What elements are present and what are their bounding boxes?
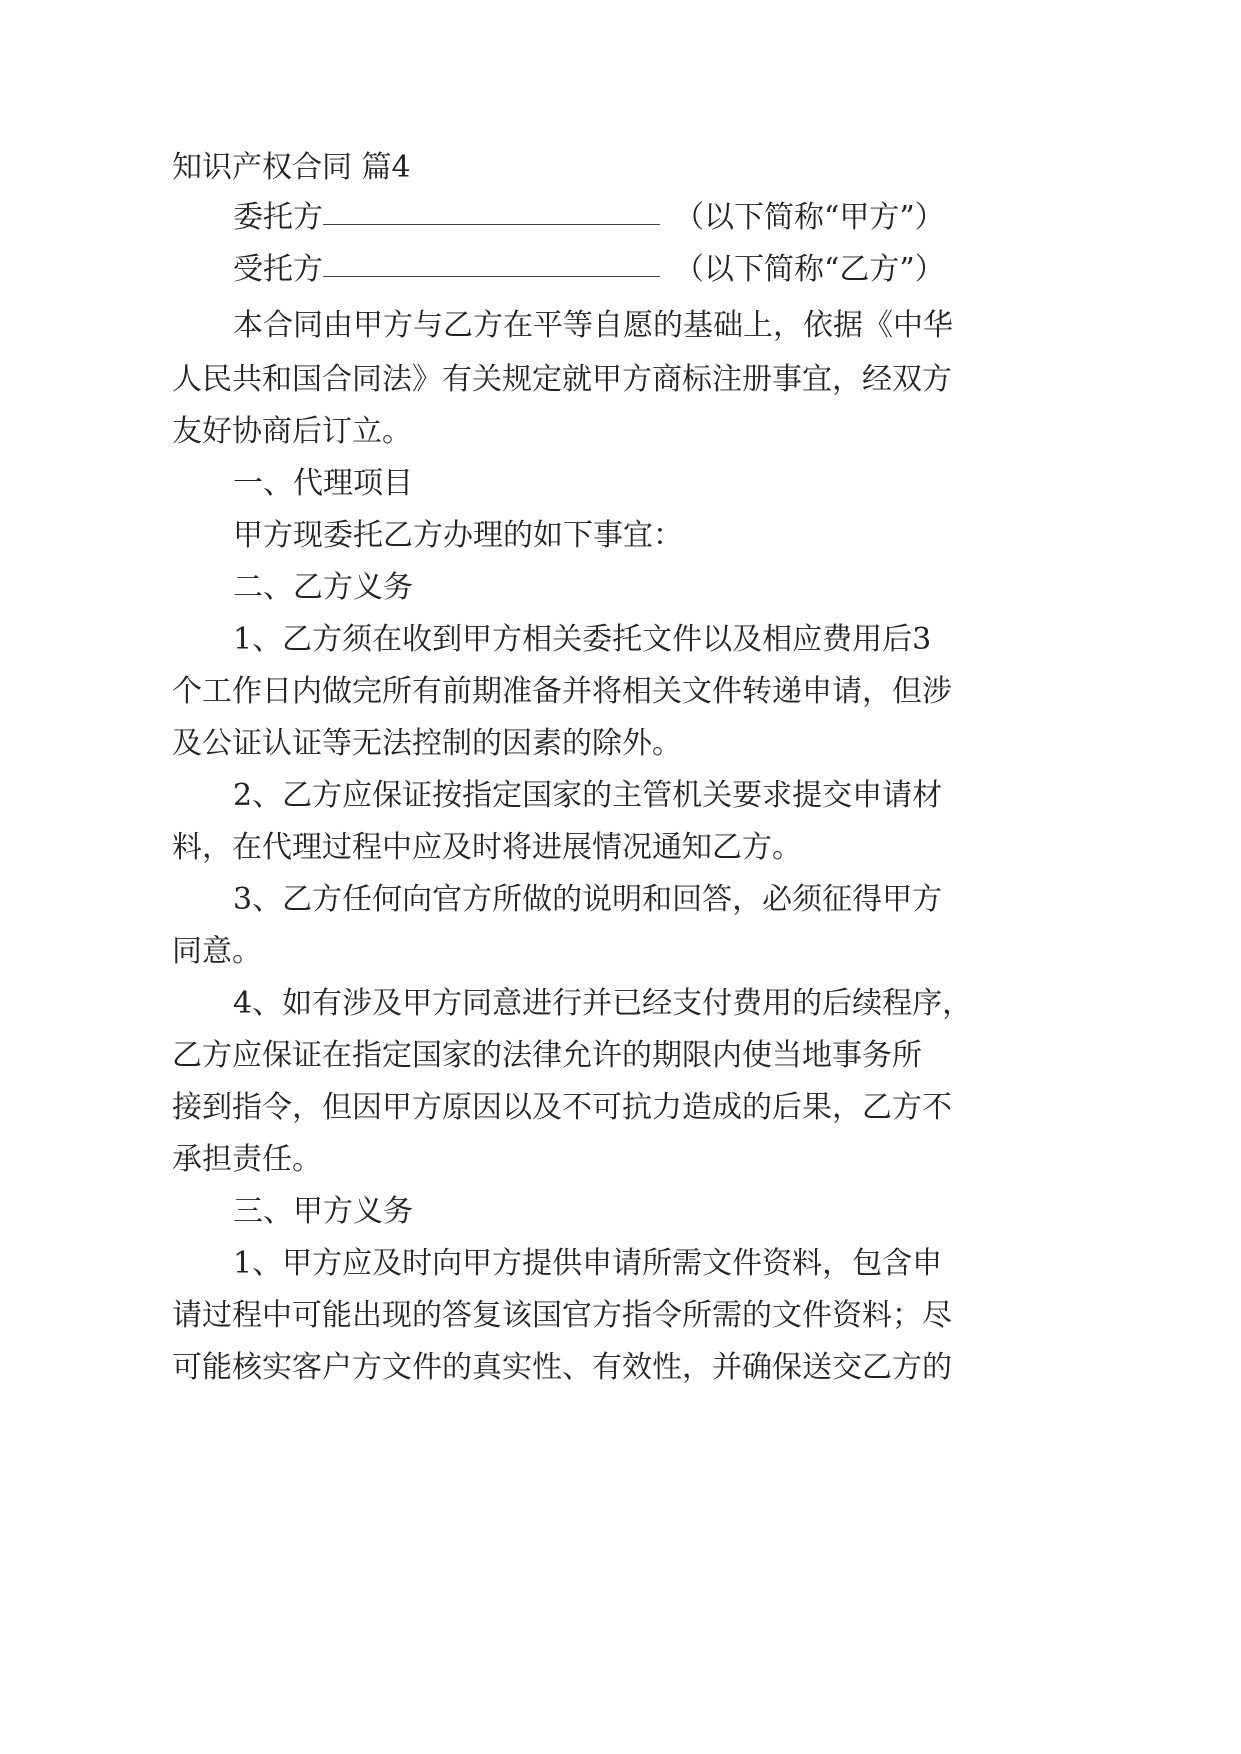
section-heading: 二、乙方义务 — [233, 570, 413, 605]
paragraph-line: 1、乙方须在收到甲方相关委托文件以及相应费用后3 — [233, 622, 932, 657]
paragraph-line: 请过程中可能出现的答复该国官方指令所需的文件资料；尽 — [172, 1298, 952, 1333]
section-heading: 一、代理项目 — [233, 466, 413, 501]
paragraph-line: 同意。 — [172, 934, 262, 969]
paragraph-line: 甲方现委托乙方办理的如下事宜： — [233, 518, 683, 553]
party-b-blank — [323, 250, 660, 277]
paragraph-line: 人民共和国合同法》有关规定就甲方商标注册事宜，经双方 — [172, 362, 952, 397]
party-b-suffix: （以下简称“乙方”） — [674, 252, 945, 287]
document-title: 知识产权合同 篇4 — [172, 150, 411, 185]
paragraph-line: 接到指令，但因甲方原因以及不可抗力造成的后果，乙方不 — [172, 1090, 952, 1125]
party-a-blank — [323, 198, 660, 225]
paragraph-line: 可能核实客户方文件的真实性、有效性，并确保送交乙方的 — [172, 1350, 952, 1385]
paragraph-line: 2、乙方应保证按指定国家的主管机关要求提交申请材 — [233, 778, 943, 813]
paragraph-line: 4、如有涉及甲方同意进行并已经支付费用的后续程序， — [233, 986, 973, 1021]
paragraph-line: 本合同由甲方与乙方在平等自愿的基础上，依据《中华 — [233, 308, 953, 343]
party-b-line — [233, 250, 953, 290]
party-a-line — [233, 198, 953, 238]
paragraph-line: 乙方应保证在指定国家的法律允许的期限内使当地事务所 — [172, 1038, 922, 1073]
paragraph-line: 料，在代理过程中应及时将进展情况通知乙方。 — [172, 830, 802, 865]
paragraph-line: 1、甲方应及时向甲方提供申请所需文件资料，包含申 — [233, 1246, 943, 1281]
party-a-label: 委托方 — [233, 200, 323, 235]
paragraph-line: 及公证认证等无法控制的因素的除外。 — [172, 726, 682, 761]
paragraph-line: 友好协商后订立。 — [172, 414, 412, 449]
section-heading: 三、甲方义务 — [233, 1194, 413, 1229]
paragraph-line: 3、乙方任何向官方所做的说明和回答，必须征得甲方 — [233, 882, 943, 917]
paragraph-line: 个工作日内做完所有前期准备并将相关文件转递申请，但涉 — [172, 674, 952, 709]
party-a-suffix: （以下简称“甲方”） — [674, 200, 945, 235]
party-b-label: 受托方 — [233, 252, 323, 287]
paragraph-line: 承担责任。 — [172, 1142, 322, 1177]
